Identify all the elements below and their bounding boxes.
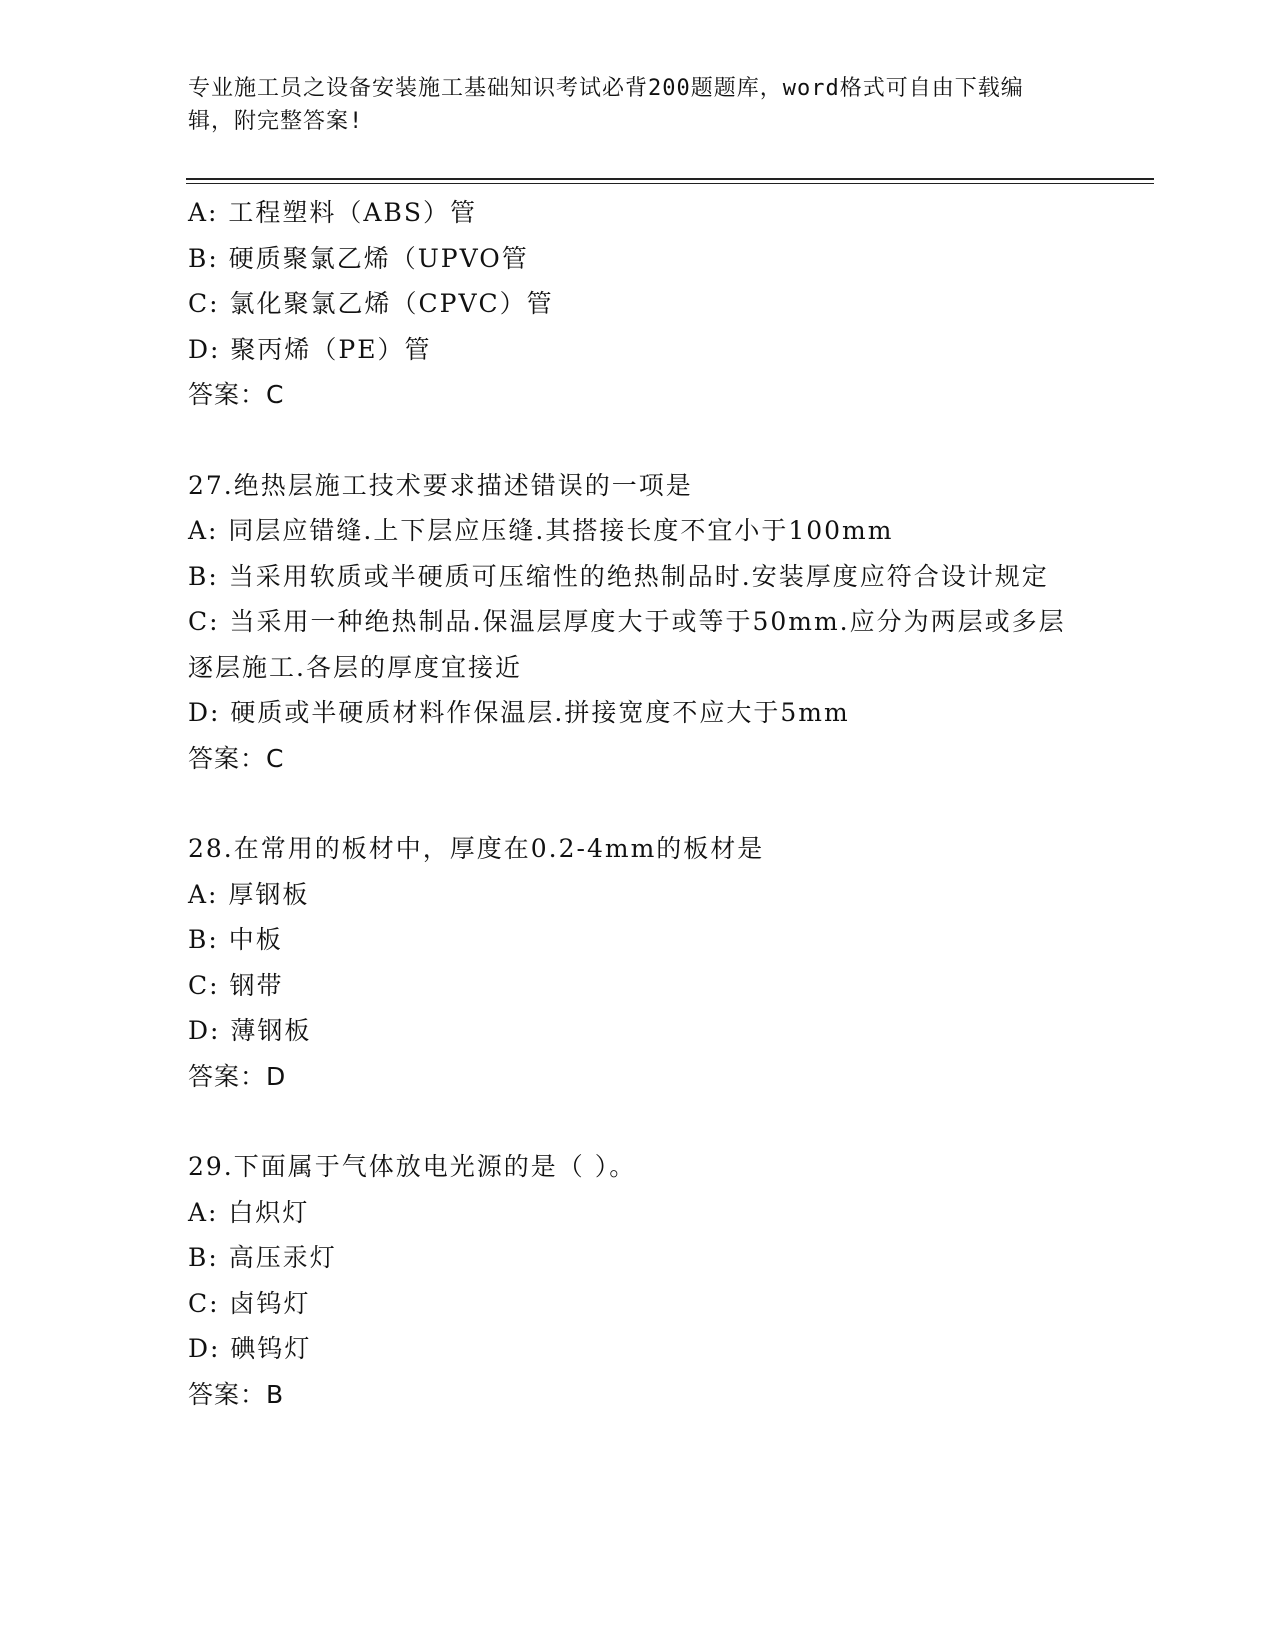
answer-line: 答案：D xyxy=(188,1061,287,1091)
question-title: 27.绝热层施工技术要求描述错误的一项是 xyxy=(188,470,693,500)
option-d: D: 聚丙烯（PE）管 xyxy=(188,334,432,364)
answer-line: 答案：B xyxy=(188,1379,285,1409)
spacer xyxy=(188,418,1088,463)
option-b: B: 当采用软质或半硬质可压缩性的绝热制品时.安装厚度应符合设计规定 xyxy=(188,561,1049,591)
question-title: 28.在常用的板材中，厚度在0.2-4mm的板材是 xyxy=(188,834,765,863)
option-d: D: 薄钢板 xyxy=(188,1016,312,1045)
option-a: A: 同层应错缝.上下层应压缝.其搭接长度不宜小于100mm xyxy=(188,516,894,545)
option-b: B: 硬质聚氯乙烯（UPVO管 xyxy=(188,243,529,273)
option-d: D: 碘钨灯 xyxy=(188,1334,312,1363)
option-d: D: 硬质或半硬质材料作保温层.拼接宽度不应大于5mm xyxy=(188,698,850,727)
answer-line: 答案：C xyxy=(188,743,285,773)
question-28 xyxy=(188,826,1088,1099)
option-a: A: 厚钢板 xyxy=(188,879,310,909)
spacer xyxy=(188,1099,1088,1144)
question-27 xyxy=(188,463,1088,782)
option-a: A: 白炽灯 xyxy=(188,1197,310,1227)
option-c: C: 卤钨灯 xyxy=(188,1288,311,1318)
option-b: B: 高压汞灯 xyxy=(188,1243,337,1272)
header-rule-thin xyxy=(186,183,1154,184)
option-c: C: 钢带 xyxy=(188,970,284,1000)
answer-line: 答案：C xyxy=(188,380,285,409)
option-a: A: 工程塑料（ABS）管 xyxy=(188,198,477,227)
document-header: 专业施工员之设备安装施工基础知识考试必背200题题库，word格式可自由下载编辑，附完整答案! xyxy=(188,76,1024,134)
question-title: 29.下面属于气体放电光源的是（ ）。 xyxy=(188,1152,637,1181)
option-c: C: 当采用一种绝热制品.保温层厚度大于或等于50mm.应分为两层或多层逐层施工.各层的厚度宜接近 xyxy=(188,607,1066,682)
option-b: B: 中板 xyxy=(188,925,283,954)
question-list xyxy=(188,190,1088,1417)
header-rule-thick xyxy=(186,178,1154,180)
spacer xyxy=(188,781,1088,826)
question-26 xyxy=(188,190,1088,418)
question-29 xyxy=(188,1144,1088,1417)
option-c: C: 氯化聚氯乙烯（CPVC）管 xyxy=(188,289,554,318)
